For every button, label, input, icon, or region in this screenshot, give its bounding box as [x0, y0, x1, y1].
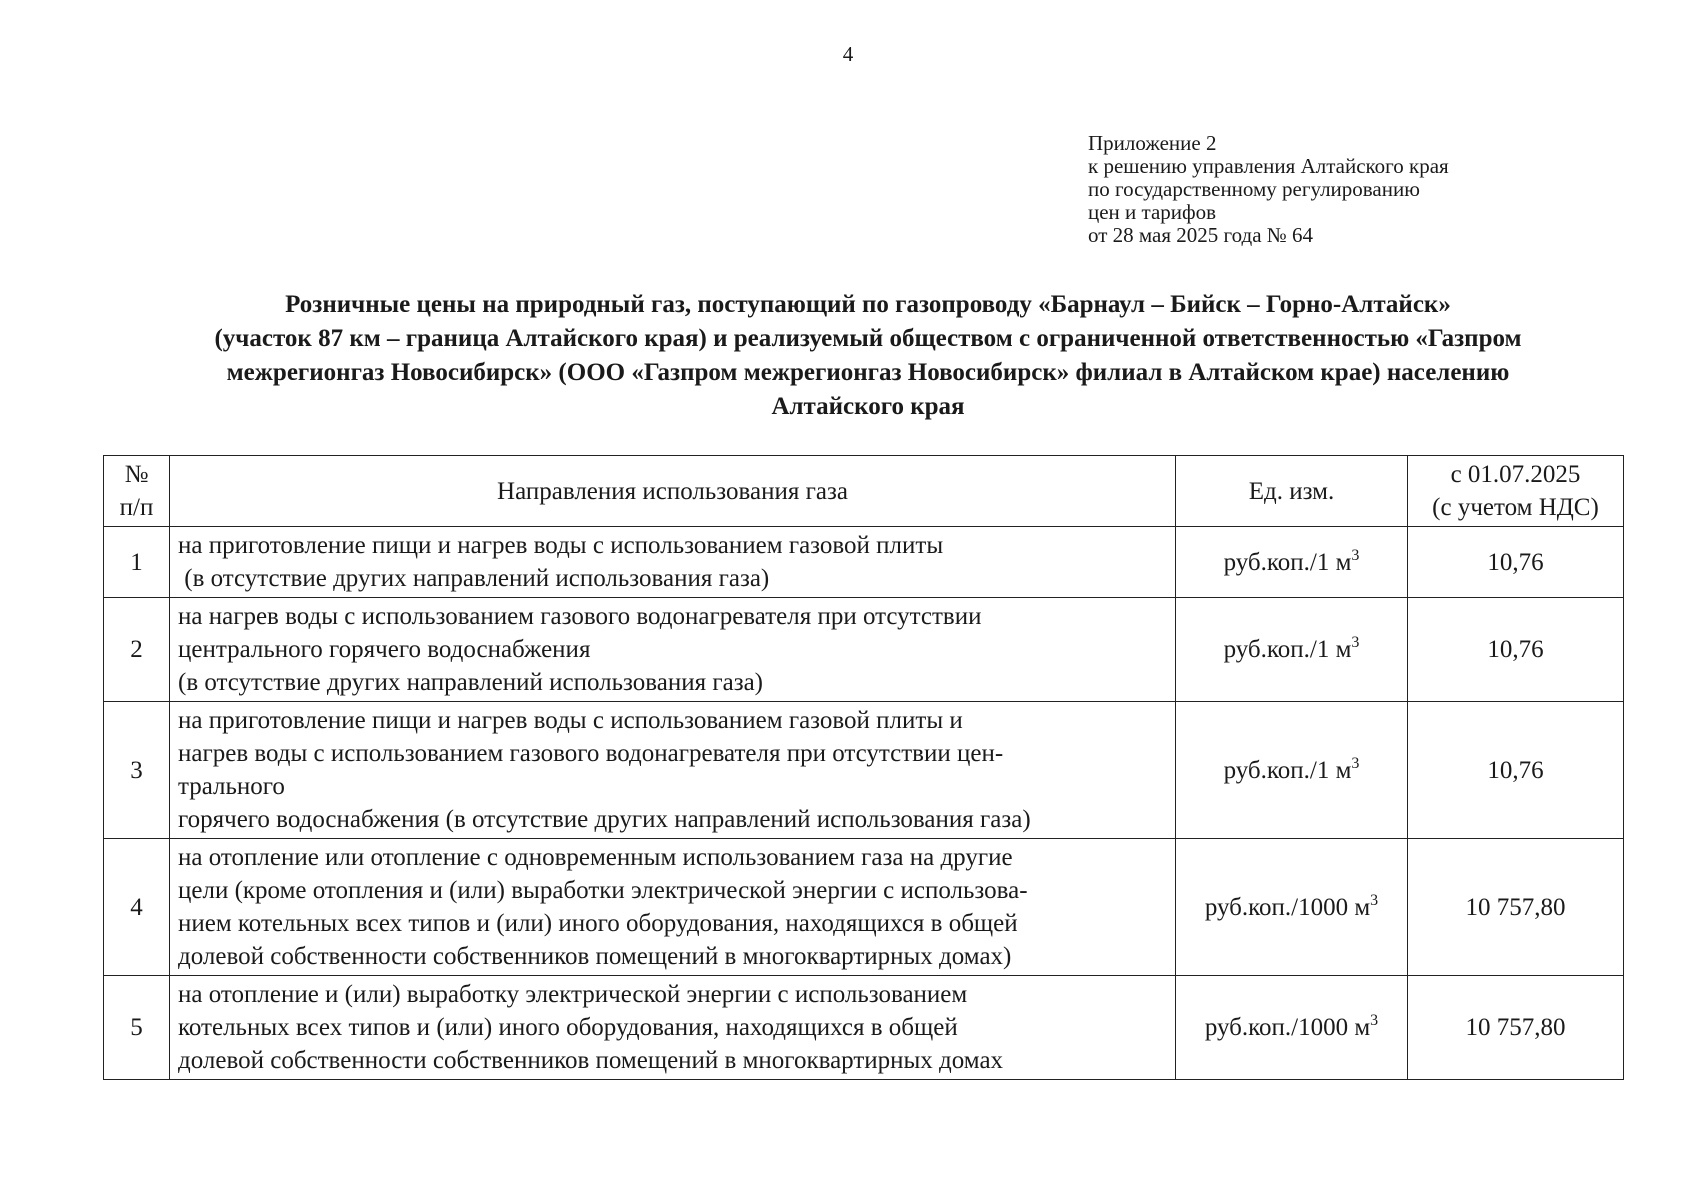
appendix-line: по государственному регулированию: [1088, 177, 1420, 201]
direction-line: на отопление и (или) выработку электрической энергии с использованием: [178, 981, 968, 1008]
direction-line: центрального горячего водоснабжения: [178, 636, 591, 663]
header-number-label: п/п: [119, 494, 154, 521]
unit-text: руб.коп./1 м: [1223, 636, 1352, 663]
row-direction: [170, 839, 1176, 976]
direction-line: нием котельных всех типов и (или) иного оборудования, находящихся в общей: [178, 910, 1018, 937]
unit-text: руб.коп./1000 м: [1204, 1014, 1371, 1041]
appendix-block: [1088, 132, 1449, 247]
row-number: 3: [104, 702, 170, 839]
row-number: 5: [104, 976, 170, 1080]
page-number: 4: [842, 42, 854, 66]
row-unit: [1176, 527, 1408, 598]
direction-line: на приготовление пищи и нагрев воды с использованием газовой плиты и: [178, 707, 963, 734]
appendix-line: от 28 мая 2025 года № 64: [1088, 223, 1314, 247]
direction-line: долевой собственности собственников помещений в многоквартирных домах: [178, 1047, 1004, 1074]
row-direction: [170, 527, 1176, 598]
header-price-vat: (с учетом НДС): [1432, 494, 1599, 521]
header-number-symbol: №: [124, 461, 149, 488]
row-unit: [1176, 839, 1408, 976]
row-price: 10,76: [1408, 702, 1624, 839]
direction-line: долевой собственности собственников помещений в многоквартирных домах): [178, 943, 1012, 970]
unit-superscript: 3: [1370, 891, 1379, 909]
row-price: 10 757,80: [1408, 839, 1624, 976]
price-table: [103, 455, 1624, 1080]
row-price: 10,76: [1408, 527, 1624, 598]
direction-line: на отопление или отопление с одновременным использованием газа на другие: [178, 844, 1013, 871]
row-direction: [170, 976, 1176, 1080]
row-price: 10 757,80: [1408, 976, 1624, 1080]
table-row: [104, 976, 1624, 1080]
appendix-line: цен и тарифов: [1088, 200, 1217, 224]
header-unit: Ед. изм.: [1176, 456, 1408, 527]
unit-superscript: 3: [1351, 634, 1360, 651]
unit-text: руб.коп./1000 м: [1204, 893, 1371, 921]
row-direction: [170, 702, 1176, 839]
appendix-line: к решению управления Алтайского края: [1088, 154, 1449, 178]
table-row: [104, 598, 1624, 702]
direction-line: котельных всех типов и (или) иного оборудования, находящихся в общей: [178, 1014, 958, 1041]
direction-line: на нагрев воды с использованием газового водонагревателя при отсутствии: [178, 603, 982, 630]
table-row: [104, 702, 1624, 839]
row-direction: [170, 598, 1176, 702]
direction-line: (в отсутствие других направлений использования газа): [178, 669, 764, 696]
table-row: [104, 839, 1624, 976]
title-line: Розничные цены на природный газ, поступающий по газопроводу «Барнаул – Бийск – Горно-Алтайск»: [285, 291, 1451, 318]
direction-line: (в отсутствие других направлений использования газа): [178, 565, 770, 592]
header-price: [1408, 456, 1624, 527]
direction-line: цели (кроме отопления и (или) выработки электрической энергии с использова-: [178, 877, 1028, 904]
unit-superscript: 3: [1351, 754, 1360, 772]
row-number: 1: [104, 527, 170, 598]
unit-superscript: 3: [1370, 1012, 1379, 1029]
row-unit: [1176, 598, 1408, 702]
direction-line: горячего водоснабжения (в отсутствие других направлений использования газа): [178, 806, 1031, 833]
direction-line: на приготовление пищи и нагрев воды с использованием газовой плиты: [178, 532, 944, 559]
title-line: Алтайского края: [771, 393, 965, 420]
row-unit: [1176, 702, 1408, 839]
header-direction: Направления использования газа: [170, 456, 1176, 527]
unit-text: руб.коп./1 м: [1223, 756, 1352, 784]
row-unit: [1176, 976, 1408, 1080]
header-price-date: с 01.07.2025: [1450, 461, 1581, 488]
table-row: [104, 527, 1624, 598]
direction-line: трального: [178, 773, 285, 800]
row-price: 10,76: [1408, 598, 1624, 702]
appendix-line: Приложение 2: [1088, 131, 1217, 155]
row-number: 4: [104, 839, 170, 976]
unit-text: руб.коп./1 м: [1223, 548, 1352, 576]
table-header-row: [104, 456, 1624, 527]
row-number: 2: [104, 598, 170, 702]
direction-line: нагрев воды с использованием газового водонагревателя при отсутствии цен-: [178, 740, 1004, 767]
document-title: [118, 288, 1618, 424]
title-line: (участок 87 км – граница Алтайского края) и реализуемый обществом с ограниченной ответственностью «Газпром: [214, 325, 1522, 352]
unit-superscript: 3: [1351, 546, 1360, 564]
header-number: [104, 456, 170, 527]
title-line: межрегионгаз Новосибирск» (ООО «Газпром межрегионгаз Новосибирск» филиал в Алтайском крае) населению: [226, 359, 1510, 386]
